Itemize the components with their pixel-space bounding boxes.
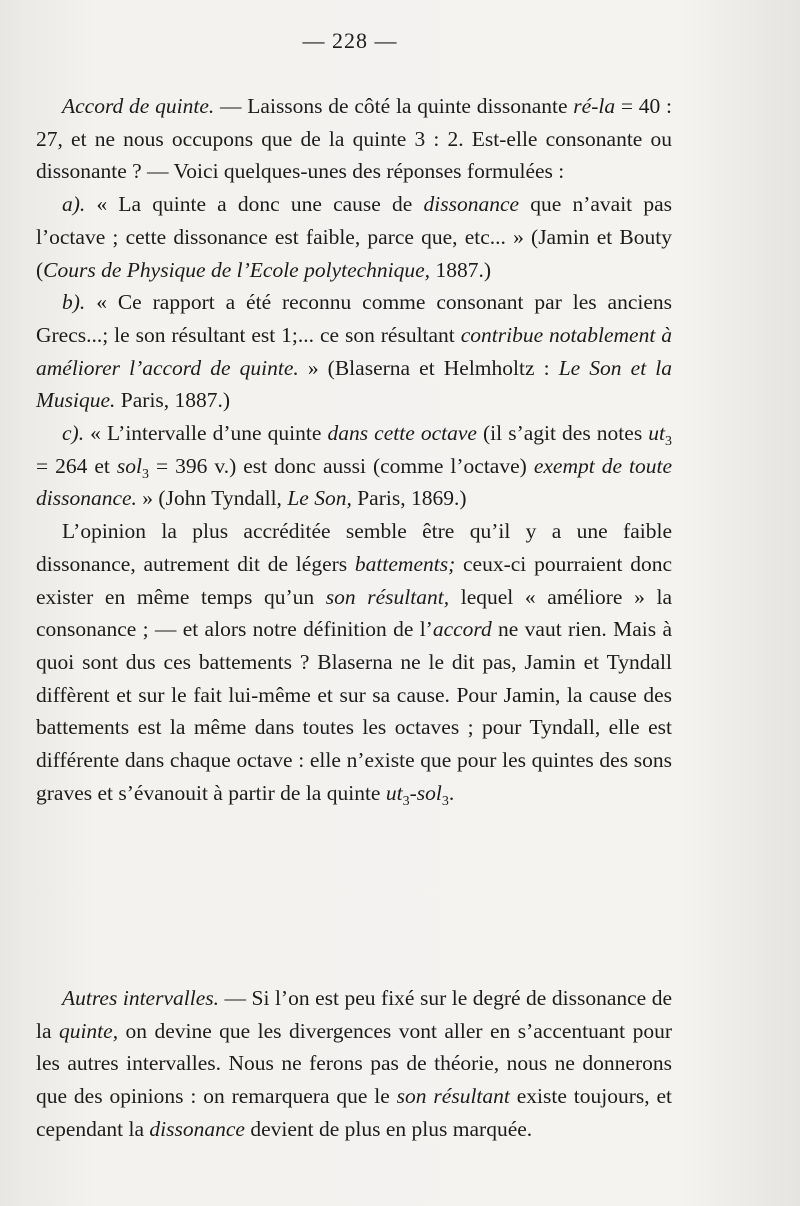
secondary-text-block	[36, 982, 672, 1146]
answer-label-b: b).	[62, 290, 86, 315]
paragraph-autres-intervalles: Autres intervalles. — Si l’on est peu fixé sur le degré de dissonance de la quinte, on devine que les divergences vont aller en s’accentuant pour les autres intervalles. Nous ne ferons pas de théorie, nous ne donnerons que des opinions : on remarquera que le son résultant existe toujours, et cependant la dissonance devient de plus en plus marquée.	[36, 986, 673, 1141]
paragraph-accord-de-quinte: Accord de quinte. — Laissons de côté la quinte dissonante ré-la = 40 : 27, et ne nous occupons que de la quinte 3 : 2. Est-elle consonante ou dissonante ? — Voici quelques-unes des réponses formulées :	[36, 94, 673, 184]
answer-label-c: c).	[62, 421, 85, 446]
paragraph-answer-c: c). « L’intervalle d’une quinte dans cette octave (il s’agit des notes $ut_3 = 264$ et sol$_3$ = 396 v.) est donc aussi (comme l’octave) exempt de toute dissonance. » (John Tyndall, Le Son, Paris, 1869.)	[36, 421, 672, 511]
page-number: — 228 —	[302, 28, 398, 53]
paragraph-answer-b: b). « Ce rapport a été reconnu comme consonant par les anciens Grecs...; le son résultant est 1;... ce son résultant contribue notablement à améliorer l’accord de quinte. » (Blaserna et Helmholtz : Le Son et la Musique. Paris, 1887.)	[36, 290, 673, 413]
section-heading-autres-intervalles: Autres intervalles.	[62, 986, 219, 1010]
paragraph-answer-a: a). « La quinte a donc une cause de dissonance que n’avait pas l’octave ; cette dissonance est faible, parce que, etc... » (Jamin et Bouty (Cours de Physique de l’Ecole polytechnique, 1887.)	[36, 192, 672, 282]
citation-jamin-bouty: Cours de Physique de l’Ecole polytechnique,	[43, 257, 431, 282]
main-text-block	[36, 90, 672, 809]
paragraph-opinion: L’opinion la plus accréditée semble être qu’il y a une faible dissonance, autrement dit de légers battements; ceux-ci pourraient donc exister en même temps qu’un son résultant, lequel « améliore » la consonance ; — et alors notre définition de l’accord ne vaut rien. Mais à quoi sont dus ces battements ? Blaserna ne le dit pas, Jamin et Tyndall diffèrent et sur le fait lui-même et sur sa cause. Pour Jamin, la cause des battements est la même dans toutes les octaves ; pour Tyndall, elle est différente dans chaque octave : elle n’existe que pour les quintes des sons graves et s’évanouit à partir de la quinte $ut_3-sol_3$.	[36, 519, 672, 809]
citation-blaserna-helmholtz: Le Son et la Musique.	[36, 355, 672, 413]
citation-tyndall: Le Son,	[287, 486, 352, 511]
section-heading-accord-de-quinte: Accord de quinte.	[62, 94, 215, 118]
answer-label-a: a).	[62, 192, 86, 217]
